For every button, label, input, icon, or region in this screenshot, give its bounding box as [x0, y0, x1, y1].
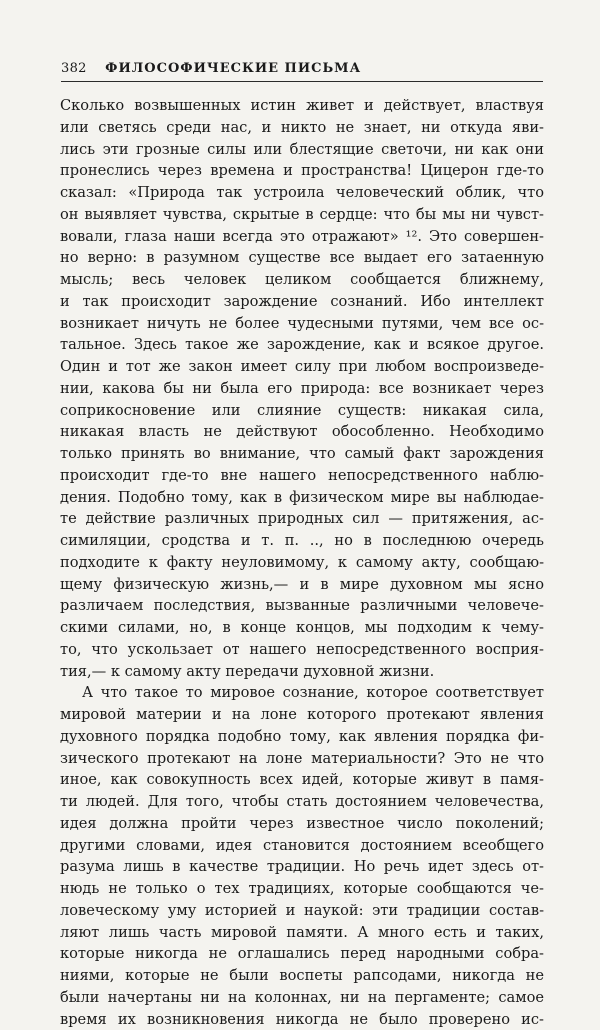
page-number: 382: [61, 61, 87, 76]
text-line: А что такое то мировое сознание, которое соответствует: [60, 682, 544, 704]
text-line: ниями, которые не были воспеты рапсодами, никогда не: [60, 965, 544, 987]
text-line: только принять во внимание, что самый факт зарождения: [60, 443, 544, 465]
text-line: скими силами, но, в конце концов, мы подходим к чему-: [60, 617, 544, 639]
text-line: подходите к факту неуловимому, к самому акту, сообщаю-: [60, 552, 544, 574]
text-line: дения. Подобно тому, как в физическом мире вы наблюдае-: [60, 487, 544, 509]
text-line: идея должна пройти через известное число поколений;: [60, 813, 544, 835]
text-line: тия,— к самому акту передачи духовной жизни.: [60, 661, 544, 683]
text-line: духовного порядка подобно тому, как явления порядка фи-: [60, 726, 544, 748]
text-line: которые никогда не оглашались перед народными собра-: [60, 943, 544, 965]
text-line: соприкосновение или слияние существ: никакая сила,: [60, 400, 544, 422]
text-line: тальное. Здесь такое же зарождение, как и всякое другое.: [60, 334, 544, 356]
text-line: ловеческому уму историей и наукой: эти традиции состав-: [60, 900, 544, 922]
text-line: вовали, глаза наши всегда это отражают» ¹². Это совершен-: [60, 226, 544, 248]
text-line: те действие различных природных сил — притяжения, ас-: [60, 508, 544, 530]
text-line: разума лишь в качестве традиции. Но речь идет здесь от-: [60, 856, 544, 878]
text-line: то, что ускользает от нашего непосредственного восприя-: [60, 639, 544, 661]
text-line: сказал: «Природа так устроила человеческий облик, что: [60, 182, 544, 204]
text-line: иное, как совокупность всех идей, которые живут в памя-: [60, 769, 544, 791]
text-line: время их возникновения никогда не было проверено ис-: [60, 1009, 544, 1030]
running-head: [61, 61, 543, 82]
running-title: ФИЛОСОФИЧЕСКИЕ ПИСЬМА: [105, 61, 361, 76]
text-line: он выявляет чувства, скрытые в сердце: что бы мы ни чувст-: [60, 204, 544, 226]
text-line: мировой материи и на лоне которого протекают явления: [60, 704, 544, 726]
text-line: нюдь не только о тех традициях, которые сообщаются че-: [60, 878, 544, 900]
text-line: но верно: в разумном существе все выдает его затаенную: [60, 247, 544, 269]
text-line: ляют лишь часть мировой памяти. А много есть и таких,: [60, 922, 544, 944]
text-line: возникает ничуть не более чудесными путями, чем все ос-: [60, 313, 544, 335]
text-line: щему физическую жизнь,— и в мире духовном мы ясно: [60, 574, 544, 596]
text-line: симиляции, сродства и т. п. .., но в последнюю очередь: [60, 530, 544, 552]
text-line: происходит где-то вне нашего непосредственного наблю-: [60, 465, 544, 487]
text-line: нии, какова бы ни была его природа: все возникает через: [60, 378, 544, 400]
text-line: Один и тот же закон имеет силу при любом воспроизведе-: [60, 356, 544, 378]
text-line: ти людей. Для того, чтобы стать достоянием человечества,: [60, 791, 544, 813]
text-line: Сколько возвышенных истин живет и действует, властвуя: [60, 95, 544, 117]
text-line: лись эти грозные силы или блестящие светочи, ни как они: [60, 139, 544, 161]
text-line: мысль; весь человек целиком сообщается ближнему,: [60, 269, 544, 291]
text-line: или светясь среди нас, и никто не знает, ни откуда яви-: [60, 117, 544, 139]
text-line: пронеслись через времена и пространства! Цицерон где-то: [60, 160, 544, 182]
text-line: различаем последствия, вызванные различными человече-: [60, 595, 544, 617]
text-line: зического протекают на лоне материальности? Это не что: [60, 748, 544, 770]
text-line: другими словами, идея становится достоянием всеобщего: [60, 835, 544, 857]
text-line: были начертаны ни на колоннах, ни на пергаменте; самое: [60, 987, 544, 1009]
text-line: никакая власть не действуют обособленно. Необходимо: [60, 421, 544, 443]
text-line: и так происходит зарождение сознаний. Ибо интеллект: [60, 291, 544, 313]
body-text: [60, 95, 544, 1030]
